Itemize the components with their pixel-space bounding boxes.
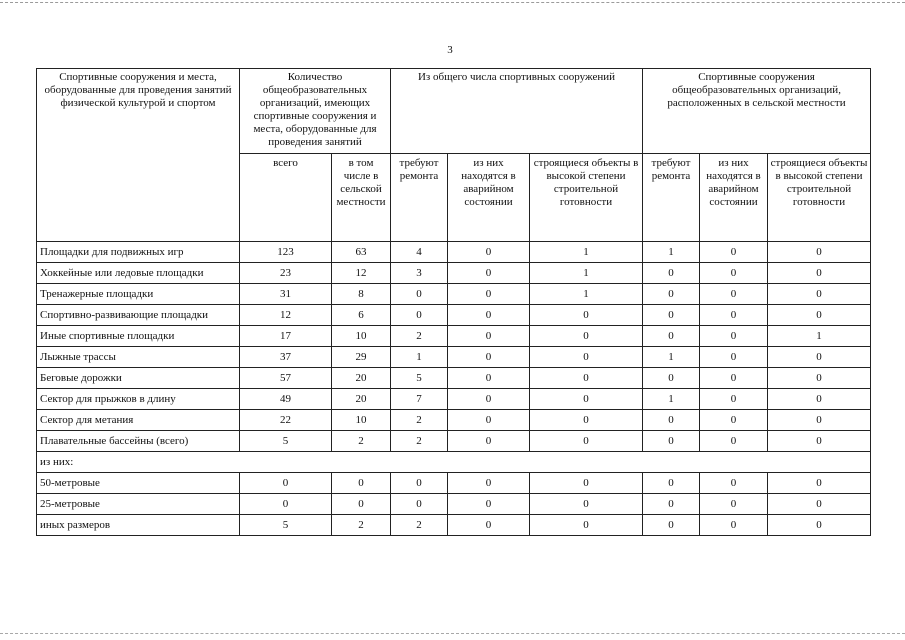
cell-rural-need-repair: 0 — [643, 431, 700, 452]
cell-under-construction: 0 — [530, 347, 643, 368]
row-label: Лыжные трассы — [37, 347, 240, 368]
table-row — [37, 326, 871, 347]
cell-incl-rural: 8 — [332, 284, 391, 305]
cell-rural-need-repair: 0 — [643, 305, 700, 326]
cell-all: 12 — [240, 305, 332, 326]
row-label: Хоккейные или ледовые площадки — [37, 263, 240, 284]
header-rural-under-construction: строящиеся объекты в высокой степени строительной готовности — [768, 154, 871, 242]
header-rural-group: Спортивные сооружения общеобразовательных организаций, расположенных в сельской местности — [643, 69, 871, 154]
table-row — [37, 515, 871, 536]
header-all: всего — [240, 154, 332, 242]
cell-emergency: 0 — [448, 347, 530, 368]
sports-facilities-table — [36, 68, 871, 536]
cell-emergency: 0 — [448, 515, 530, 536]
cell-incl-rural: 10 — [332, 410, 391, 431]
cell-rural-under-construction: 0 — [768, 389, 871, 410]
cell-emergency: 0 — [448, 473, 530, 494]
cell-all: 5 — [240, 431, 332, 452]
row-label: Тренажерные площадки — [37, 284, 240, 305]
cell-rural-need-repair: 0 — [643, 263, 700, 284]
cell-all: 23 — [240, 263, 332, 284]
cell-under-construction: 0 — [530, 431, 643, 452]
empty-cell — [391, 452, 448, 473]
row-label: Спортивно-развивающие площадки — [37, 305, 240, 326]
cell-emergency: 0 — [448, 326, 530, 347]
empty-cell — [643, 452, 700, 473]
cell-rural-emergency: 0 — [700, 473, 768, 494]
cell-rural-under-construction: 0 — [768, 284, 871, 305]
cell-emergency: 0 — [448, 494, 530, 515]
cell-under-construction: 0 — [530, 305, 643, 326]
cell-incl-rural: 29 — [332, 347, 391, 368]
empty-cell — [700, 452, 768, 473]
table-row — [37, 431, 871, 452]
table-row — [37, 473, 871, 494]
sub-heading-label: из них: — [37, 452, 240, 473]
cell-incl-rural: 12 — [332, 263, 391, 284]
cell-rural-under-construction: 0 — [768, 263, 871, 284]
cell-rural-emergency: 0 — [700, 368, 768, 389]
cell-need-repair: 7 — [391, 389, 448, 410]
cell-need-repair: 0 — [391, 284, 448, 305]
table-row — [37, 368, 871, 389]
cell-need-repair: 1 — [391, 347, 448, 368]
cell-need-repair: 0 — [391, 305, 448, 326]
cell-rural-under-construction: 1 — [768, 326, 871, 347]
cell-rural-need-repair: 0 — [643, 515, 700, 536]
row-label: Сектор для метания — [37, 410, 240, 431]
cell-under-construction: 0 — [530, 389, 643, 410]
cell-incl-rural: 10 — [332, 326, 391, 347]
row-label: Площадки для подвижных игр — [37, 242, 240, 263]
header-under-construction: строящиеся объекты в высокой степени строительной готовности — [530, 154, 643, 242]
cell-all: 0 — [240, 494, 332, 515]
cell-need-repair: 2 — [391, 326, 448, 347]
cell-incl-rural: 0 — [332, 494, 391, 515]
cell-rural-emergency: 0 — [700, 431, 768, 452]
row-label: Беговые дорожки — [37, 368, 240, 389]
cell-all: 22 — [240, 410, 332, 431]
cell-rural-need-repair: 0 — [643, 368, 700, 389]
row-label: 25-метровые — [37, 494, 240, 515]
cell-rural-emergency: 0 — [700, 305, 768, 326]
empty-cell — [240, 452, 332, 473]
cell-need-repair: 2 — [391, 431, 448, 452]
table-row — [37, 263, 871, 284]
row-label: 50-метровые — [37, 473, 240, 494]
cell-rural-need-repair: 0 — [643, 410, 700, 431]
cell-incl-rural: 2 — [332, 431, 391, 452]
table-row — [37, 284, 871, 305]
cell-rural-emergency: 0 — [700, 263, 768, 284]
header-need-repair: требуют ремонта — [391, 154, 448, 242]
cell-emergency: 0 — [448, 389, 530, 410]
cell-all: 37 — [240, 347, 332, 368]
cell-under-construction: 0 — [530, 326, 643, 347]
empty-cell — [530, 452, 643, 473]
cell-under-construction: 0 — [530, 368, 643, 389]
empty-cell — [448, 452, 530, 473]
cell-rural-need-repair: 0 — [643, 326, 700, 347]
cell-rural-emergency: 0 — [700, 410, 768, 431]
header-rural-need-repair: требуют ремонта — [643, 154, 700, 242]
cell-under-construction: 0 — [530, 410, 643, 431]
cell-rural-under-construction: 0 — [768, 515, 871, 536]
cell-rural-under-construction: 0 — [768, 473, 871, 494]
cell-incl-rural: 63 — [332, 242, 391, 263]
cell-under-construction: 1 — [530, 242, 643, 263]
empty-cell — [332, 452, 391, 473]
cell-rural-emergency: 0 — [700, 242, 768, 263]
cell-incl-rural: 6 — [332, 305, 391, 326]
cell-rural-emergency: 0 — [700, 284, 768, 305]
table-row — [37, 389, 871, 410]
cell-all: 0 — [240, 473, 332, 494]
cell-under-construction: 0 — [530, 515, 643, 536]
cell-rural-need-repair: 0 — [643, 494, 700, 515]
cell-all: 57 — [240, 368, 332, 389]
cell-rural-need-repair: 1 — [643, 242, 700, 263]
cell-rural-need-repair: 0 — [643, 473, 700, 494]
cell-all: 49 — [240, 389, 332, 410]
row-label: Сектор для прыжков в длину — [37, 389, 240, 410]
cell-rural-need-repair: 1 — [643, 347, 700, 368]
cell-all: 17 — [240, 326, 332, 347]
table-row — [37, 347, 871, 368]
cell-need-repair: 4 — [391, 242, 448, 263]
table-row — [37, 242, 871, 263]
cell-under-construction: 0 — [530, 473, 643, 494]
cell-need-repair: 0 — [391, 473, 448, 494]
scan-edge-bottom — [0, 633, 905, 634]
header-total-group: Из общего числа спортивных сооружений — [391, 69, 643, 154]
cell-incl-rural: 20 — [332, 368, 391, 389]
cell-need-repair: 2 — [391, 410, 448, 431]
cell-rural-under-construction: 0 — [768, 242, 871, 263]
cell-rural-need-repair: 0 — [643, 284, 700, 305]
cell-rural-emergency: 0 — [700, 347, 768, 368]
cell-need-repair: 2 — [391, 515, 448, 536]
header-row-group — [37, 69, 871, 154]
cell-emergency: 0 — [448, 263, 530, 284]
row-label: Иные спортивные площадки — [37, 326, 240, 347]
cell-all: 31 — [240, 284, 332, 305]
header-incl-rural: в том числе в сельской местности — [332, 154, 391, 242]
cell-need-repair: 0 — [391, 494, 448, 515]
cell-rural-under-construction: 0 — [768, 347, 871, 368]
scan-edge-top — [0, 2, 905, 3]
cell-rural-under-construction: 0 — [768, 431, 871, 452]
empty-cell — [768, 452, 871, 473]
cell-all: 5 — [240, 515, 332, 536]
cell-incl-rural: 0 — [332, 473, 391, 494]
cell-emergency: 0 — [448, 431, 530, 452]
cell-emergency: 0 — [448, 284, 530, 305]
sub-heading-row — [37, 452, 871, 473]
cell-rural-emergency: 0 — [700, 494, 768, 515]
cell-under-construction: 0 — [530, 494, 643, 515]
cell-rural-under-construction: 0 — [768, 368, 871, 389]
cell-rural-under-construction: 0 — [768, 410, 871, 431]
header-count-group: Количество общеобразовательных организаций, имеющих спортивные сооружения и места, оборудованные для проведения занятий — [240, 69, 391, 154]
row-label: Плавательные бассейны (всего) — [37, 431, 240, 452]
page-number: 3 — [447, 44, 453, 56]
cell-emergency: 0 — [448, 242, 530, 263]
cell-rural-need-repair: 1 — [643, 389, 700, 410]
cell-under-construction: 1 — [530, 263, 643, 284]
cell-rural-under-construction: 0 — [768, 305, 871, 326]
cell-need-repair: 5 — [391, 368, 448, 389]
header-rural-emergency: из них находятся в аварийном состоянии — [700, 154, 768, 242]
cell-under-construction: 1 — [530, 284, 643, 305]
table-row — [37, 494, 871, 515]
row-label: иных размеров — [37, 515, 240, 536]
table-row — [37, 410, 871, 431]
cell-incl-rural: 20 — [332, 389, 391, 410]
header-emergency: из них находятся в аварийном состоянии — [448, 154, 530, 242]
cell-all: 123 — [240, 242, 332, 263]
cell-rural-emergency: 0 — [700, 515, 768, 536]
cell-need-repair: 3 — [391, 263, 448, 284]
header-facility: Спортивные сооружения и места, оборудованные для проведения занятий физической культурой и спортом — [37, 69, 240, 242]
cell-emergency: 0 — [448, 368, 530, 389]
cell-rural-emergency: 0 — [700, 326, 768, 347]
cell-rural-under-construction: 0 — [768, 494, 871, 515]
cell-rural-emergency: 0 — [700, 389, 768, 410]
table-row — [37, 305, 871, 326]
cell-emergency: 0 — [448, 410, 530, 431]
cell-emergency: 0 — [448, 305, 530, 326]
cell-incl-rural: 2 — [332, 515, 391, 536]
